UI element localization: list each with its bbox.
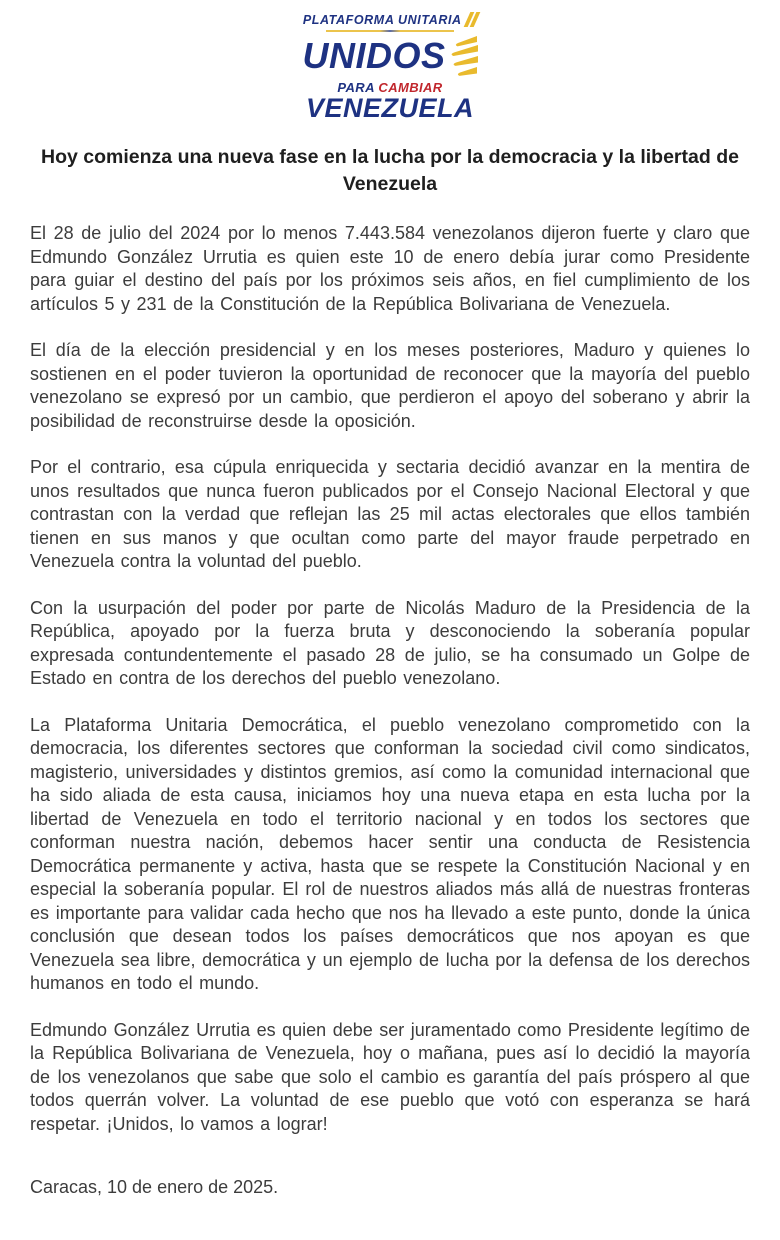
logo-venezuela-word: VENEZUELA	[305, 93, 474, 123]
paragraph-1: El 28 de julio del 2024 por lo menos 7.443.584 venezolanos dijeron fuerte y claro que Edmundo González Urrutia es quien este 10 de enero debía jurar como Presidente para guiar el destino del país por los próximos seis años, en fiel cumplimiento de los artículos 5 y 231 de la Constitución de la República Bolivariana de Venezuela.	[30, 223, 750, 314]
document-body	[30, 144, 750, 1200]
paragraph-6: Edmundo González Urrutia es quien debe ser juramentado como Presidente legítimo de la República Bolivariana de Venezuela, hoy o mañana, pues así lo decidió la mayoría de los venezolanos que sabe que solo el cambio es garantía del país próspero al que todos querrán volver. La voluntad de ese pueblo que votó con esperanza se hará respetar. ¡Unidos, lo vamos a lograr!	[30, 1019, 750, 1134]
double-slash-icon	[467, 12, 478, 27]
paragraph-4: Con la usurpación del poder por parte de Nicolás Maduro de la Presidencia de la República, apoyado por la fuerza bruta y desconociendo la soberanía popular expresada contundentemente el pasado 28 de julio, se ha consumado un Golpe de Estado en contra de los derechos del pueblo venezolano.	[30, 597, 750, 688]
paragraph-5: La Plataforma Unitaria Democrática, el pueblo venezolano comprometido con la democracia, los diferentes sectores que conforman la sociedad civil como sindicatos, magisterio, universidades y distintos gremios, así como la comunidad internacional que ha sido aliada de esta causa, iniciamos hoy una nueva etapa en esta lucha por la libertad de Venezuela en todo el territorio nacional y en todos los sectores que conforman nuestra nación, debemos hacer sentir una conducta de Resistencia Democrática permanente y activa, hasta que se respete la Constitución Nacional y en especial la soberanía popular. El rol de nuestros aliados más allá de nuestras fronteras es importante para validar cada hecho que nos ha llevado a este punto, donde la única conclusión que desean todos los países democráticos que nos apoyan es que Venezuela sea libre, democrática y un ejemplo de lucha por la defensa de los derechos humanos en todo el mundo.	[30, 714, 750, 993]
logo-cambiar-word: CAMBIAR	[378, 80, 443, 95]
plataforma-unitaria-logo	[302, 12, 477, 122]
logo-main-row	[302, 33, 477, 79]
logo-unidos-word: UNIDOS	[302, 35, 446, 76]
dateline: Caracas, 10 de enero de 2025.	[30, 1177, 279, 1197]
logo-underline	[326, 30, 454, 32]
logo-para-word: PARA	[337, 80, 375, 95]
logo-top-row	[303, 13, 477, 28]
hand-swoosh-icon	[448, 35, 478, 81]
logo-top-line: PLATAFORMA UNITARIA	[302, 13, 462, 27]
paragraph-2: El día de la elección presidencial y en los meses posteriores, Maduro y quienes lo sostienen en el poder tuvieron la oportunidad de reconocer que la mayoría del pueblo venezolano se expresó por un cambio, que perdieron el apoyo del soberano y abrir la posibilidad de reconstruirse desde la oposición.	[30, 340, 750, 431]
document-title: Hoy comienza una nueva fase en la lucha por la democracia y la libertad de Venezuela	[41, 146, 739, 195]
paragraph-3: Por el contrario, esa cúpula enriquecida y sectaria decidió avanzar en la mentira de unos resultados que nunca fueron publicados por el Consejo Nacional Electoral y que contrastan con la verdad que reflejan las 25 mil actas electorales que ellos también tienen en sus manos y que ocultan como parte del mayor fraude perpetrado en Venezuela contra la voluntad del pueblo.	[30, 457, 750, 571]
logo	[30, 10, 750, 122]
